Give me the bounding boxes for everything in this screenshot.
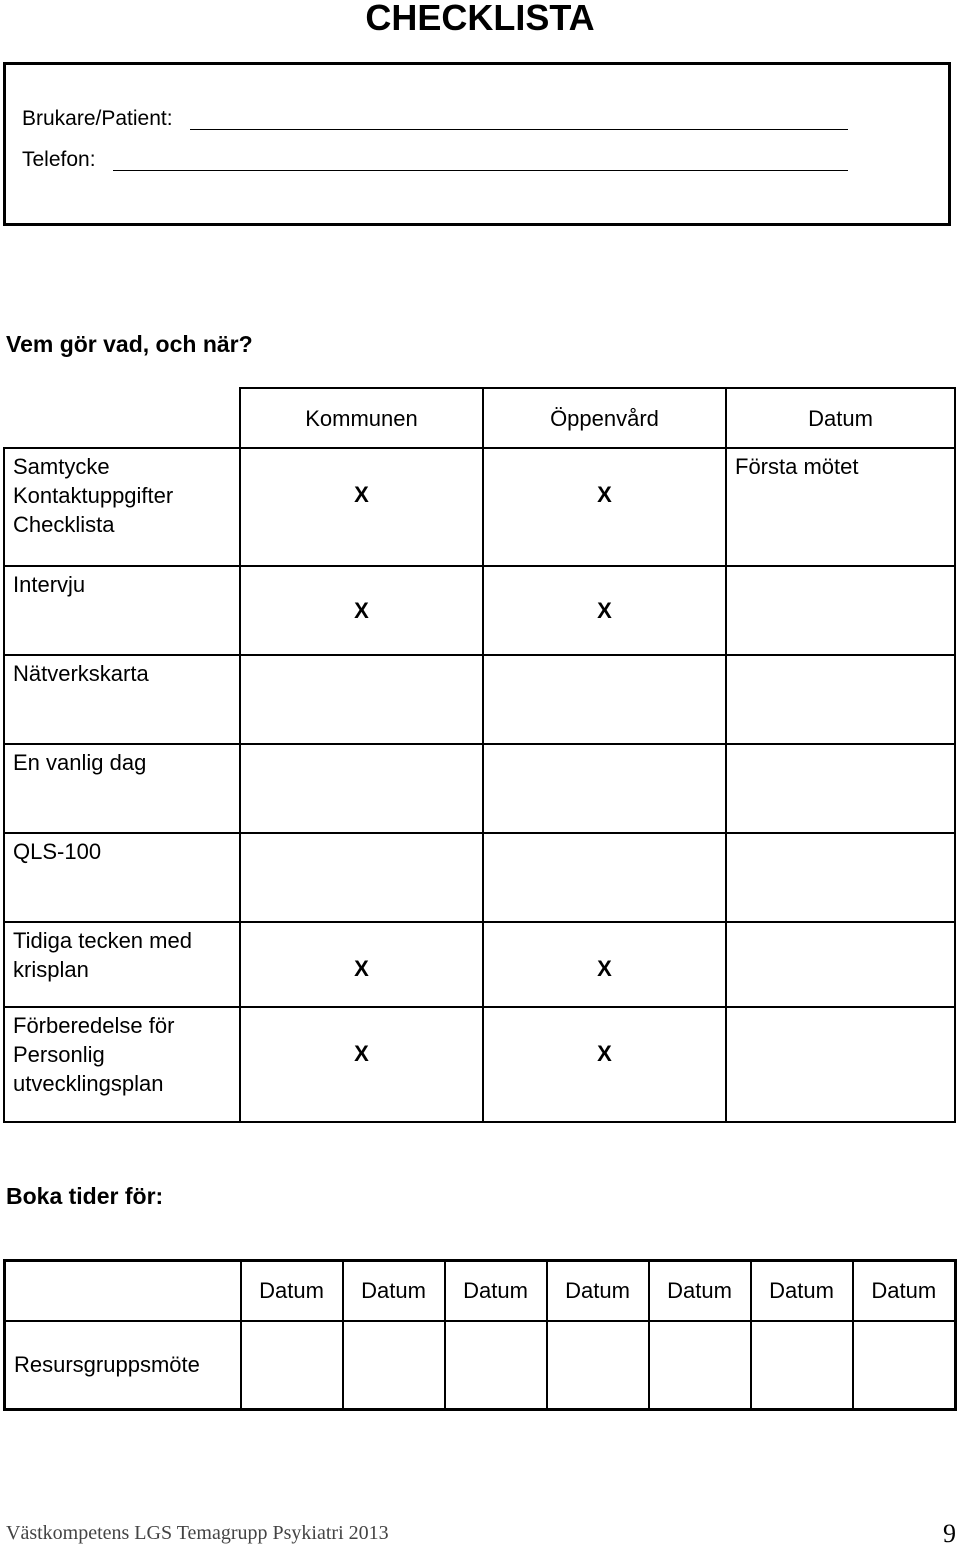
cell-oppenvard-x: X <box>483 922 726 1007</box>
cell-datum-empty[interactable] <box>726 566 955 655</box>
header-oppenvard: Öppenvård <box>483 388 726 448</box>
booking-cell-5[interactable] <box>649 1321 751 1410</box>
booking-row <box>5 1321 956 1410</box>
row-label-qls100: QLS-100 <box>13 839 102 864</box>
patient-info-box <box>3 62 951 226</box>
header-datum-7: Datum <box>853 1261 956 1321</box>
row-label-intervju: Intervju <box>13 572 86 597</box>
cell-oppenvard-x: X <box>483 448 726 566</box>
cell-oppenvard-x: X <box>483 1007 726 1122</box>
section-heading-who: Vem gör vad, och när? <box>6 331 253 357</box>
header-datum-5: Datum <box>649 1261 751 1321</box>
cell-kommunen-empty[interactable] <box>240 744 483 833</box>
header-datum-3: Datum <box>445 1261 547 1321</box>
header-datum-1: Datum <box>241 1261 343 1321</box>
table-row <box>4 833 955 922</box>
row-label-natverkskarta: Nätverkskarta <box>13 661 149 686</box>
table-row <box>4 744 955 833</box>
cell-datum-text: Första mötet <box>735 454 859 479</box>
cell-kommunen-empty[interactable] <box>240 833 483 922</box>
table-row <box>4 566 955 655</box>
cell-kommunen-x: X <box>240 566 483 655</box>
cell-kommunen-x: X <box>240 448 483 566</box>
booking-header-row <box>5 1261 956 1321</box>
row-label-tidiga-tecken: Tidiga tecken med krisplan <box>13 928 192 982</box>
header-datum: Datum <box>726 388 955 448</box>
cell-kommunen-empty[interactable] <box>240 655 483 744</box>
brukare-field-line[interactable] <box>190 129 848 130</box>
row-label-resursgruppsmote: Resursgruppsmöte <box>14 1352 200 1378</box>
table-row <box>4 655 955 744</box>
cell-datum-empty[interactable] <box>726 922 955 1007</box>
cell-oppenvard-x: X <box>483 566 726 655</box>
brukare-label: Brukare/Patient: <box>22 107 173 130</box>
empty-corner-cell <box>4 388 240 448</box>
booking-table <box>3 1259 957 1411</box>
cell-oppenvard-empty[interactable] <box>483 833 726 922</box>
row-label-samtycke: Samtycke Kontaktuppgifter Checklista <box>13 454 174 537</box>
page-title: CHECKLISTA <box>365 0 595 38</box>
row-label-forberedelse: Förberedelse för Personlig utvecklingsplan <box>13 1013 175 1096</box>
table-row <box>4 448 955 566</box>
cell-kommunen-x: X <box>240 922 483 1007</box>
cell-oppenvard-empty[interactable] <box>483 744 726 833</box>
header-datum-4: Datum <box>547 1261 649 1321</box>
telefon-label: Telefon: <box>22 148 96 171</box>
booking-cell-2[interactable] <box>343 1321 445 1410</box>
booking-cell-3[interactable] <box>445 1321 547 1410</box>
table-row <box>4 922 955 1007</box>
table-header-row <box>4 388 955 448</box>
cell-datum-empty[interactable] <box>726 1007 955 1122</box>
header-datum-6: Datum <box>751 1261 853 1321</box>
cell-datum-empty[interactable] <box>726 833 955 922</box>
booking-cell-1[interactable] <box>241 1321 343 1410</box>
booking-cell-6[interactable] <box>751 1321 853 1410</box>
footer-text: Västkompetens LGS Temagrupp Psykiatri 2013 <box>6 1522 389 1544</box>
section-heading-booking: Boka tider för: <box>6 1183 164 1209</box>
empty-corner-cell <box>5 1261 241 1321</box>
page-number: 9 <box>943 1519 956 1548</box>
telefon-field-line[interactable] <box>113 170 848 171</box>
booking-cell-4[interactable] <box>547 1321 649 1410</box>
cell-datum-empty[interactable] <box>726 655 955 744</box>
cell-kommunen-x: X <box>240 1007 483 1122</box>
who-does-what-table <box>3 387 956 1123</box>
cell-datum-empty[interactable] <box>726 744 955 833</box>
header-kommunen: Kommunen <box>240 388 483 448</box>
header-datum-2: Datum <box>343 1261 445 1321</box>
row-label-en-vanlig-dag: En vanlig dag <box>13 750 147 775</box>
table-row <box>4 1007 955 1122</box>
booking-cell-7[interactable] <box>853 1321 956 1410</box>
cell-oppenvard-empty[interactable] <box>483 655 726 744</box>
